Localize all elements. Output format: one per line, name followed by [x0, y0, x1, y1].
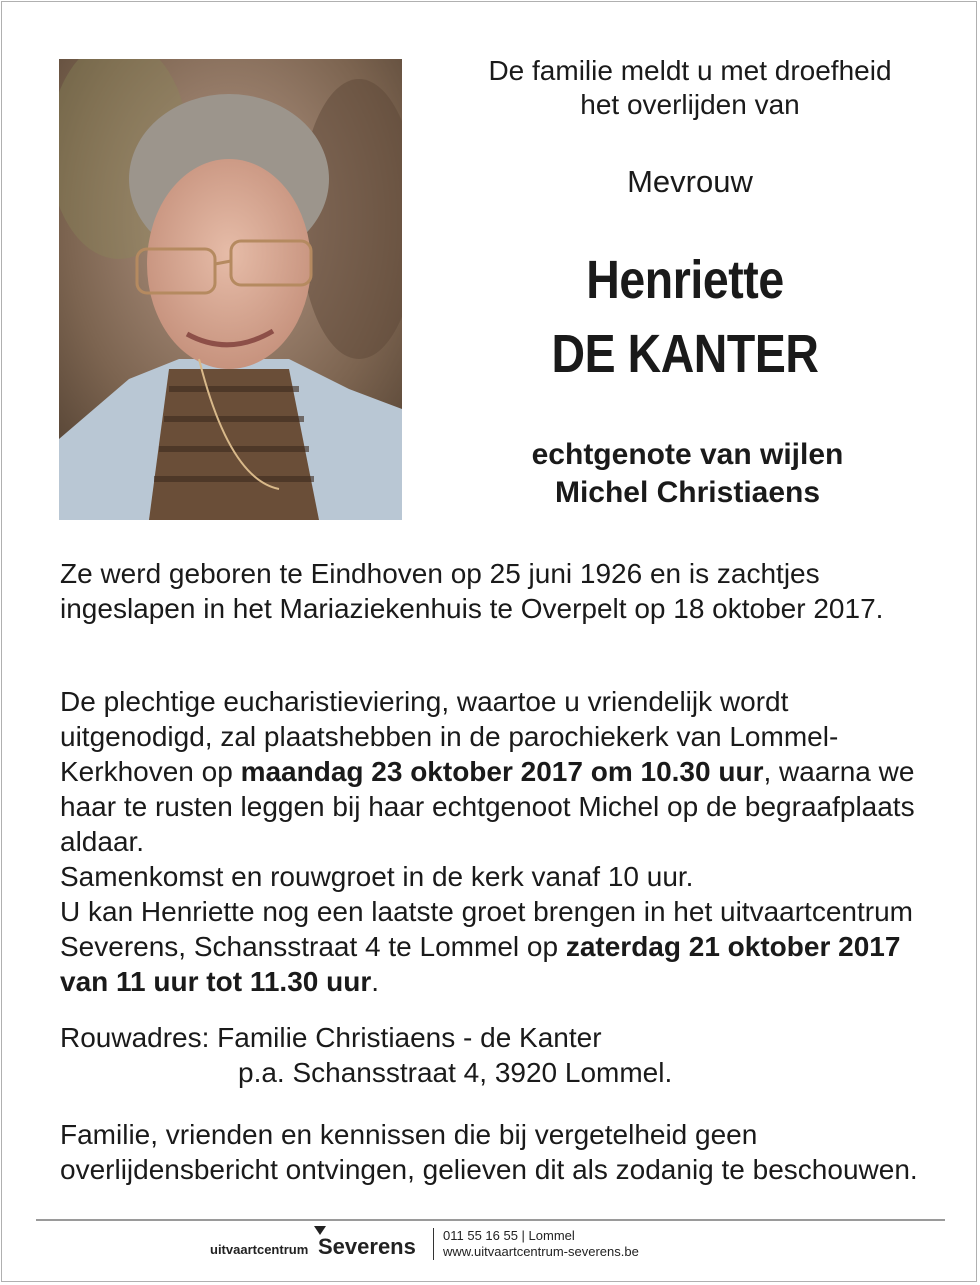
spouse-line-1: echtgenote van wijlen [531, 438, 844, 471]
gathering-text: Samenkomst en rouwgroet in de kerk vanaf 10 uur. [60, 861, 694, 892]
deceased-name [466, 243, 905, 391]
address-line-1: Rouwadres: Familie Christiaens - de Kanter [60, 1022, 602, 1053]
footer-website[interactable]: www.uitvaartcentrum-severens.be [443, 1244, 639, 1259]
footer-separator [433, 1228, 434, 1260]
spouse-line-2: Michel Christiaens [554, 476, 821, 509]
intro-line-2: het overlijden van [580, 89, 800, 120]
footer-divider [36, 1219, 945, 1221]
visit-text-b: . [371, 966, 380, 997]
portrait-photo [59, 59, 402, 520]
address-line-2: p.a. Schansstraat 4, 3920 Lommel. [238, 1057, 673, 1088]
last-name: DE KANTER [551, 324, 819, 384]
honorific: Mevrouw [627, 164, 753, 199]
brand-small-text: uitvaartcentrum [210, 1242, 309, 1257]
footer-contact [443, 1228, 639, 1260]
birth-paragraph: Ze werd geboren te Eindhoven op 25 juni 1926 en is zachtjes ingeslapen in het Mariaziekenhuis te Overpelt op 18 oktober 2017. [60, 558, 884, 624]
service-paragraph [60, 684, 940, 999]
closing-paragraph: Familie, vrienden en kennissen die bij vergetelheid geen overlijdensbericht ontvingen, gelieven dit als zodanig te beschouwen. [60, 1119, 918, 1185]
portrait-image [59, 59, 402, 520]
service-text-b: , waarna we haar te rusten leggen bij haar echtgenoot Michel op de begraafplaats aldaar. [60, 756, 915, 857]
intro-line-1: De familie meldt u met droefheid [488, 55, 892, 86]
service-text-a: De plechtige eucharistieviering, waartoe u vriendelijk wordt uitgenodigd, zal plaatshebben in de parochiekerk van Lommel-Kerkhoven op [60, 686, 839, 787]
footer-phone: 011 55 16 55 | Lommel [443, 1228, 575, 1243]
address-block [60, 1020, 940, 1090]
first-name: Henriette [586, 250, 784, 310]
visit-date: zaterdag 21 oktober 2017 van 11 uur tot 11.30 uur [60, 931, 901, 997]
visit-text-a: U kan Henriette nog een laatste groet brengen in het uitvaartcentrum Severens, Schansstraat 4 te Lommel op [60, 896, 913, 962]
brand-name: Severens [318, 1234, 416, 1259]
intro-text [430, 54, 950, 122]
spouse-text [430, 436, 945, 512]
service-date: maandag 23 oktober 2017 om 10.30 uur [240, 756, 764, 787]
